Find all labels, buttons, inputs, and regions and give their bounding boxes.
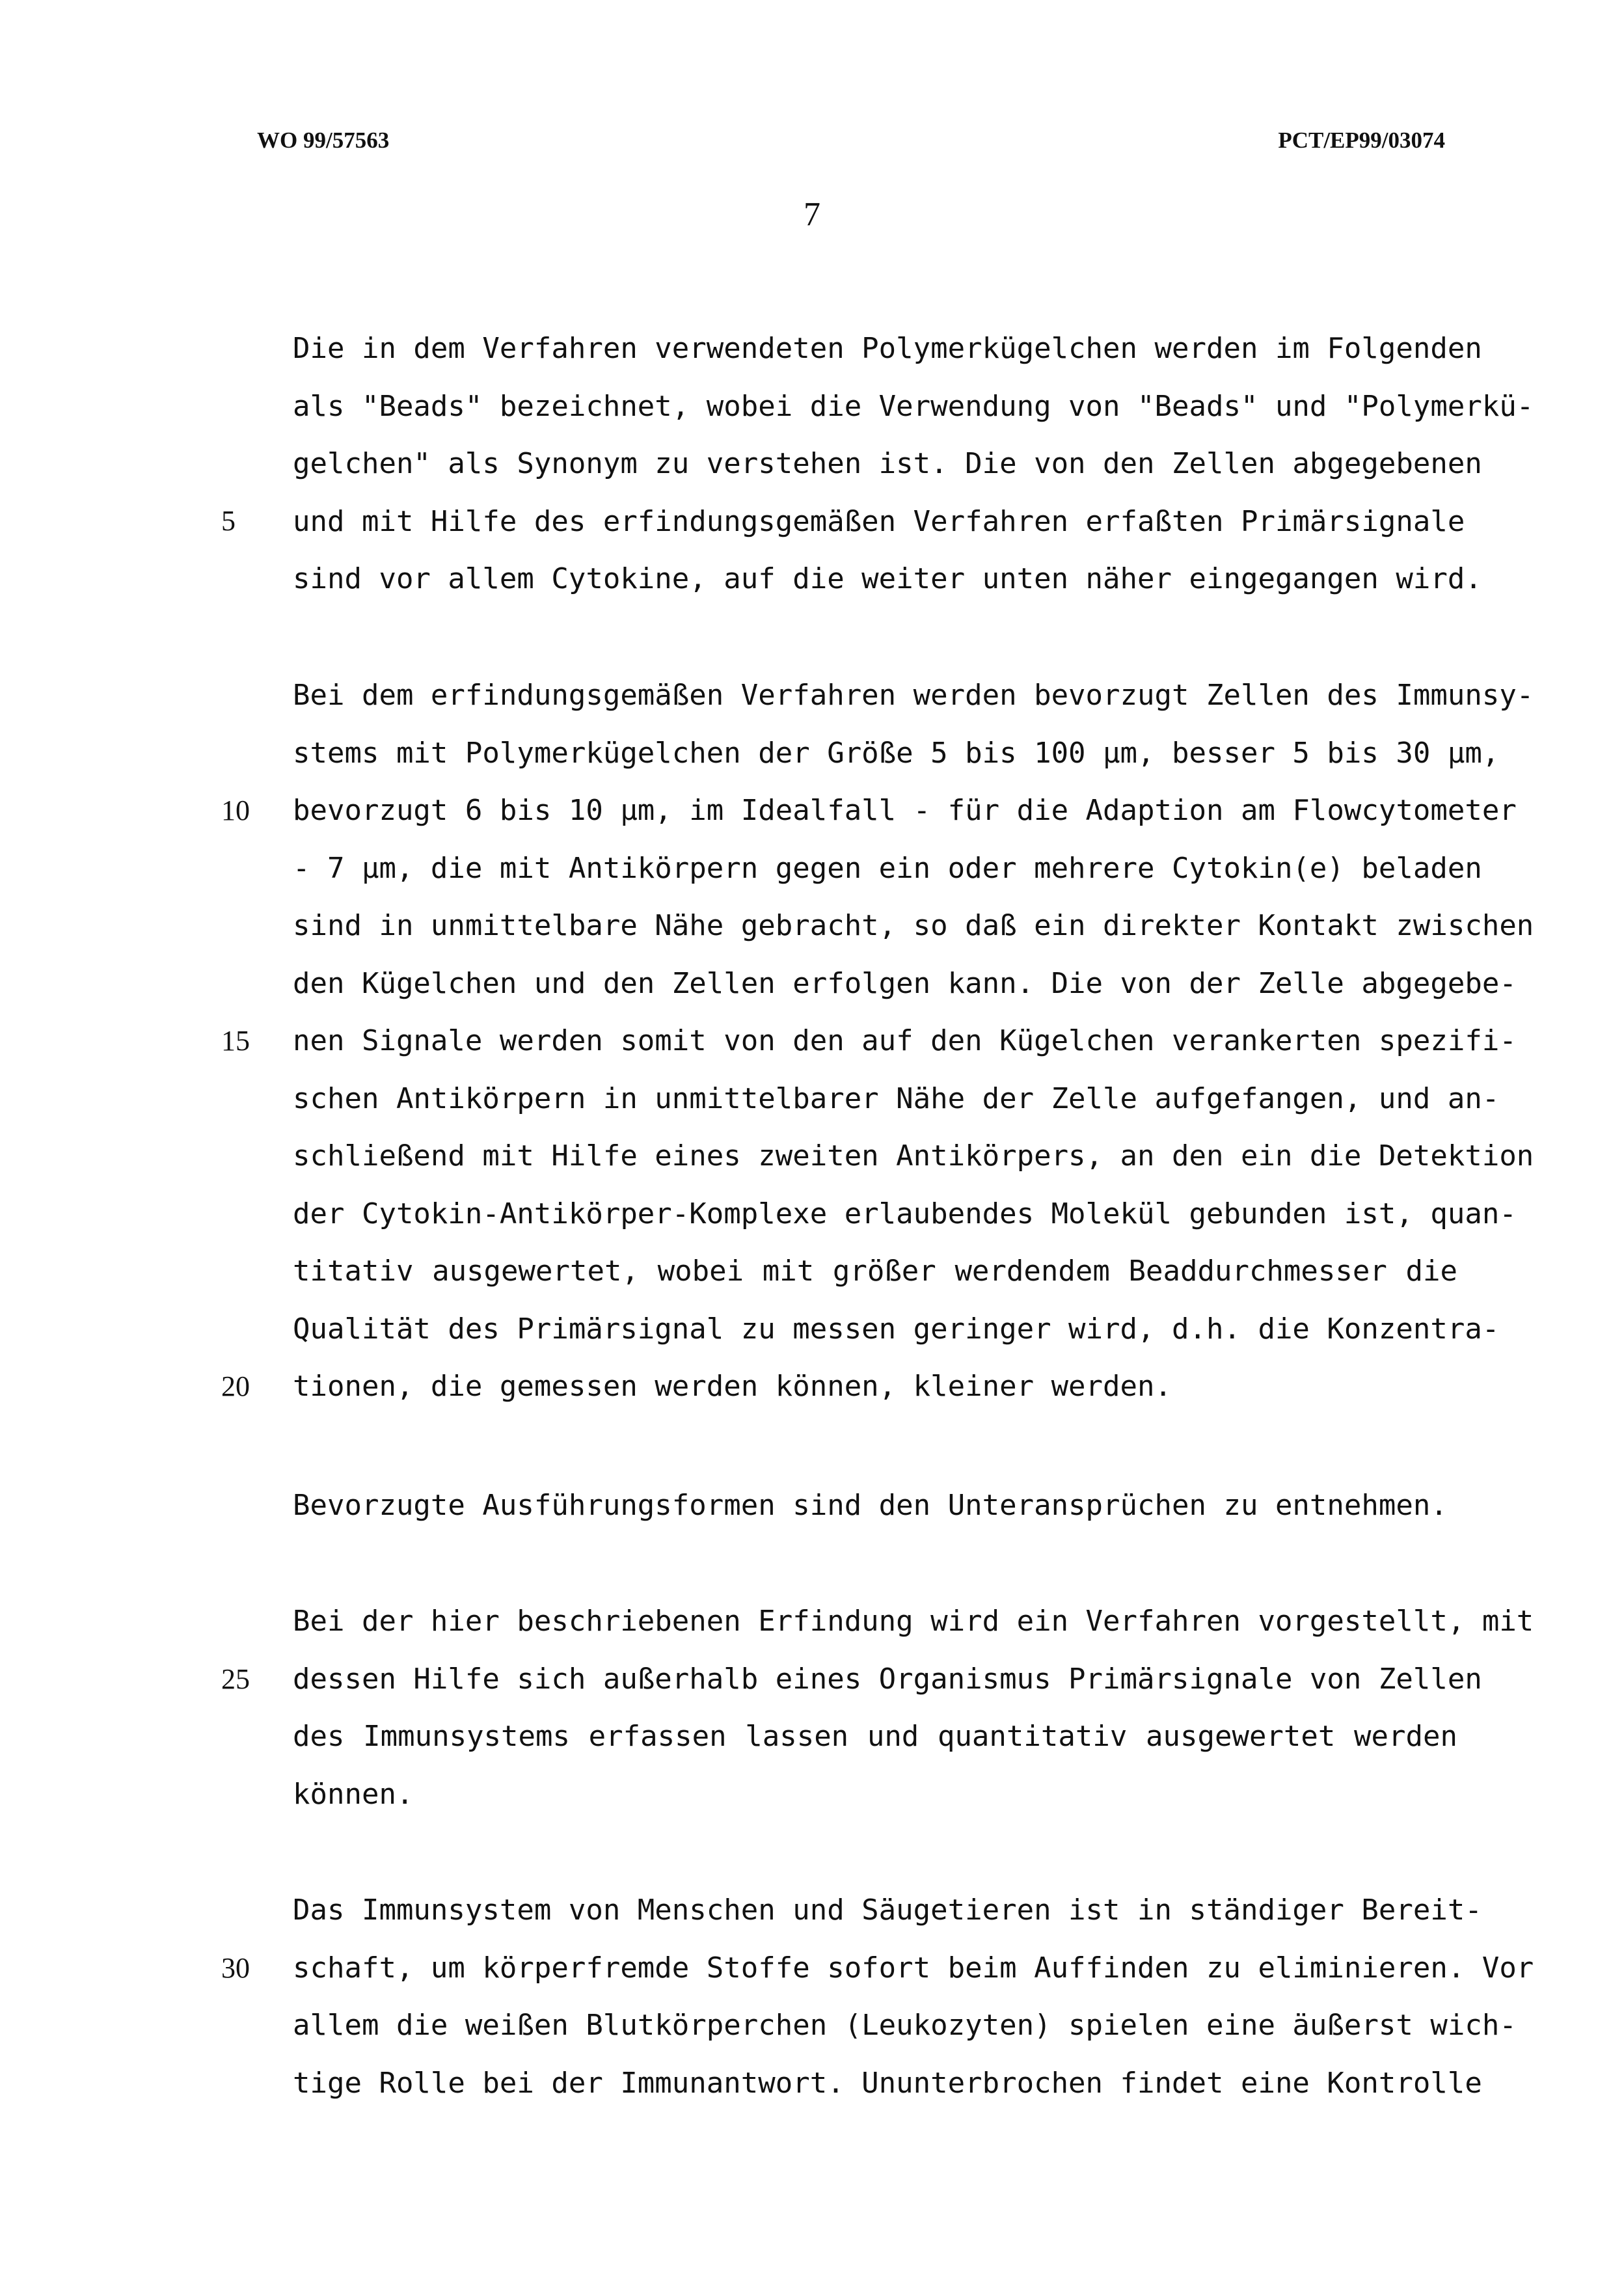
text-line: schließend mit Hilfe eines zweiten Antikörpers, an den ein die Detektion	[293, 1139, 1534, 1173]
text-line: bevorzugt 6 bis 10 µm, im Idealfall - für die Adaption am Flowcytometer	[293, 794, 1517, 827]
text-line: den Kügelchen und den Zellen erfolgen kann. Die von der Zelle abgegebe-	[293, 966, 1517, 1000]
text-line: des Immunsystems erfassen lassen und quantitativ ausgewertet werden	[293, 1720, 1457, 1753]
text-line: sind in unmittelbare Nähe gebracht, so daß ein direkter Kontakt zwischen	[293, 909, 1534, 942]
text-line: Das Immunsystem von Menschen und Säugetieren ist in ständiger Bereit-	[293, 1893, 1482, 1927]
line-number: 20	[221, 1370, 250, 1402]
page-number: 7	[804, 196, 820, 233]
line-number: 30	[221, 1952, 250, 1984]
text-line: tionen, die gemessen werden können, kleiner werden.	[293, 1370, 1172, 1403]
line-number: 10	[221, 794, 250, 826]
text-line: als "Beads" bezeichnet, wobei die Verwendung von "Beads" und "Polymerkü-	[293, 389, 1534, 423]
line-number: 5	[221, 505, 236, 537]
text-line: Bei der hier beschriebenen Erfindung wird ein Verfahren vorgestellt, mit	[293, 1605, 1534, 1638]
text-line: tige Rolle bei der Immunantwort. Ununterbrochen findet eine Kontrolle	[293, 2066, 1482, 2100]
text-line: dessen Hilfe sich außerhalb eines Organismus Primärsignale von Zellen	[293, 1662, 1482, 1696]
text-line: Qualität des Primärsignal zu messen geringer wird, d.h. die Konzentra-	[293, 1312, 1500, 1346]
text-line: Bevorzugte Ausführungsformen sind den Unteransprüchen zu entnehmen.	[293, 1489, 1448, 1522]
line-number: 15	[221, 1025, 250, 1057]
text-line: allem die weißen Blutkörperchen (Leukozyten) spielen eine äußerst wich-	[293, 2009, 1517, 2042]
application-number: PCT/EP99/03074	[1278, 128, 1445, 153]
text-line: stems mit Polymerkügelchen der Größe 5 bis 100 µm, besser 5 bis 30 µm,	[293, 736, 1500, 770]
line-number: 25	[221, 1663, 250, 1695]
text-line: titativ ausgewertet, wobei mit größer werdendem Beaddurchmesser die	[293, 1255, 1457, 1288]
text-line: Die in dem Verfahren verwendeten Polymerkügelchen werden im Folgenden	[293, 332, 1482, 365]
text-line: können.	[293, 1777, 414, 1811]
text-line: Bei dem erfindungsgemäßen Verfahren werden bevorzugt Zellen des Immunsy-	[293, 679, 1534, 712]
text-line: schen Antikörpern in unmittelbarer Nähe der Zelle aufgefangen, und an-	[293, 1081, 1500, 1115]
text-line: und mit Hilfe des erfindungsgemäßen Verfahren erfaßten Primärsignale	[293, 504, 1465, 538]
text-line: sind vor allem Cytokine, auf die weiter unten näher eingegangen wird.	[293, 562, 1482, 595]
paragraph	[293, 320, 1534, 608]
text-line: - 7 µm, die mit Antikörpern gegen ein oder mehrere Cytokin(e) beladen	[293, 851, 1482, 885]
text-line: nen Signale werden somit von den auf den Kügelchen verankerten spezifi-	[293, 1024, 1517, 1057]
paragraph	[293, 1882, 1534, 2112]
paragraph	[293, 1593, 1534, 1823]
document-number: WO 99/57563	[257, 128, 390, 153]
paragraph	[293, 1477, 1457, 1535]
paragraph	[293, 667, 1534, 1416]
text-line: der Cytokin-Antikörper-Komplexe erlaubendes Molekül gebunden ist, quan-	[293, 1197, 1517, 1230]
text-line: schaft, um körperfremde Stoffe sofort beim Auffinden zu eliminieren. Vor	[293, 1951, 1534, 1985]
text-line: gelchen" als Synonym zu verstehen ist. Die von den Zellen abgegebenen	[293, 447, 1482, 480]
